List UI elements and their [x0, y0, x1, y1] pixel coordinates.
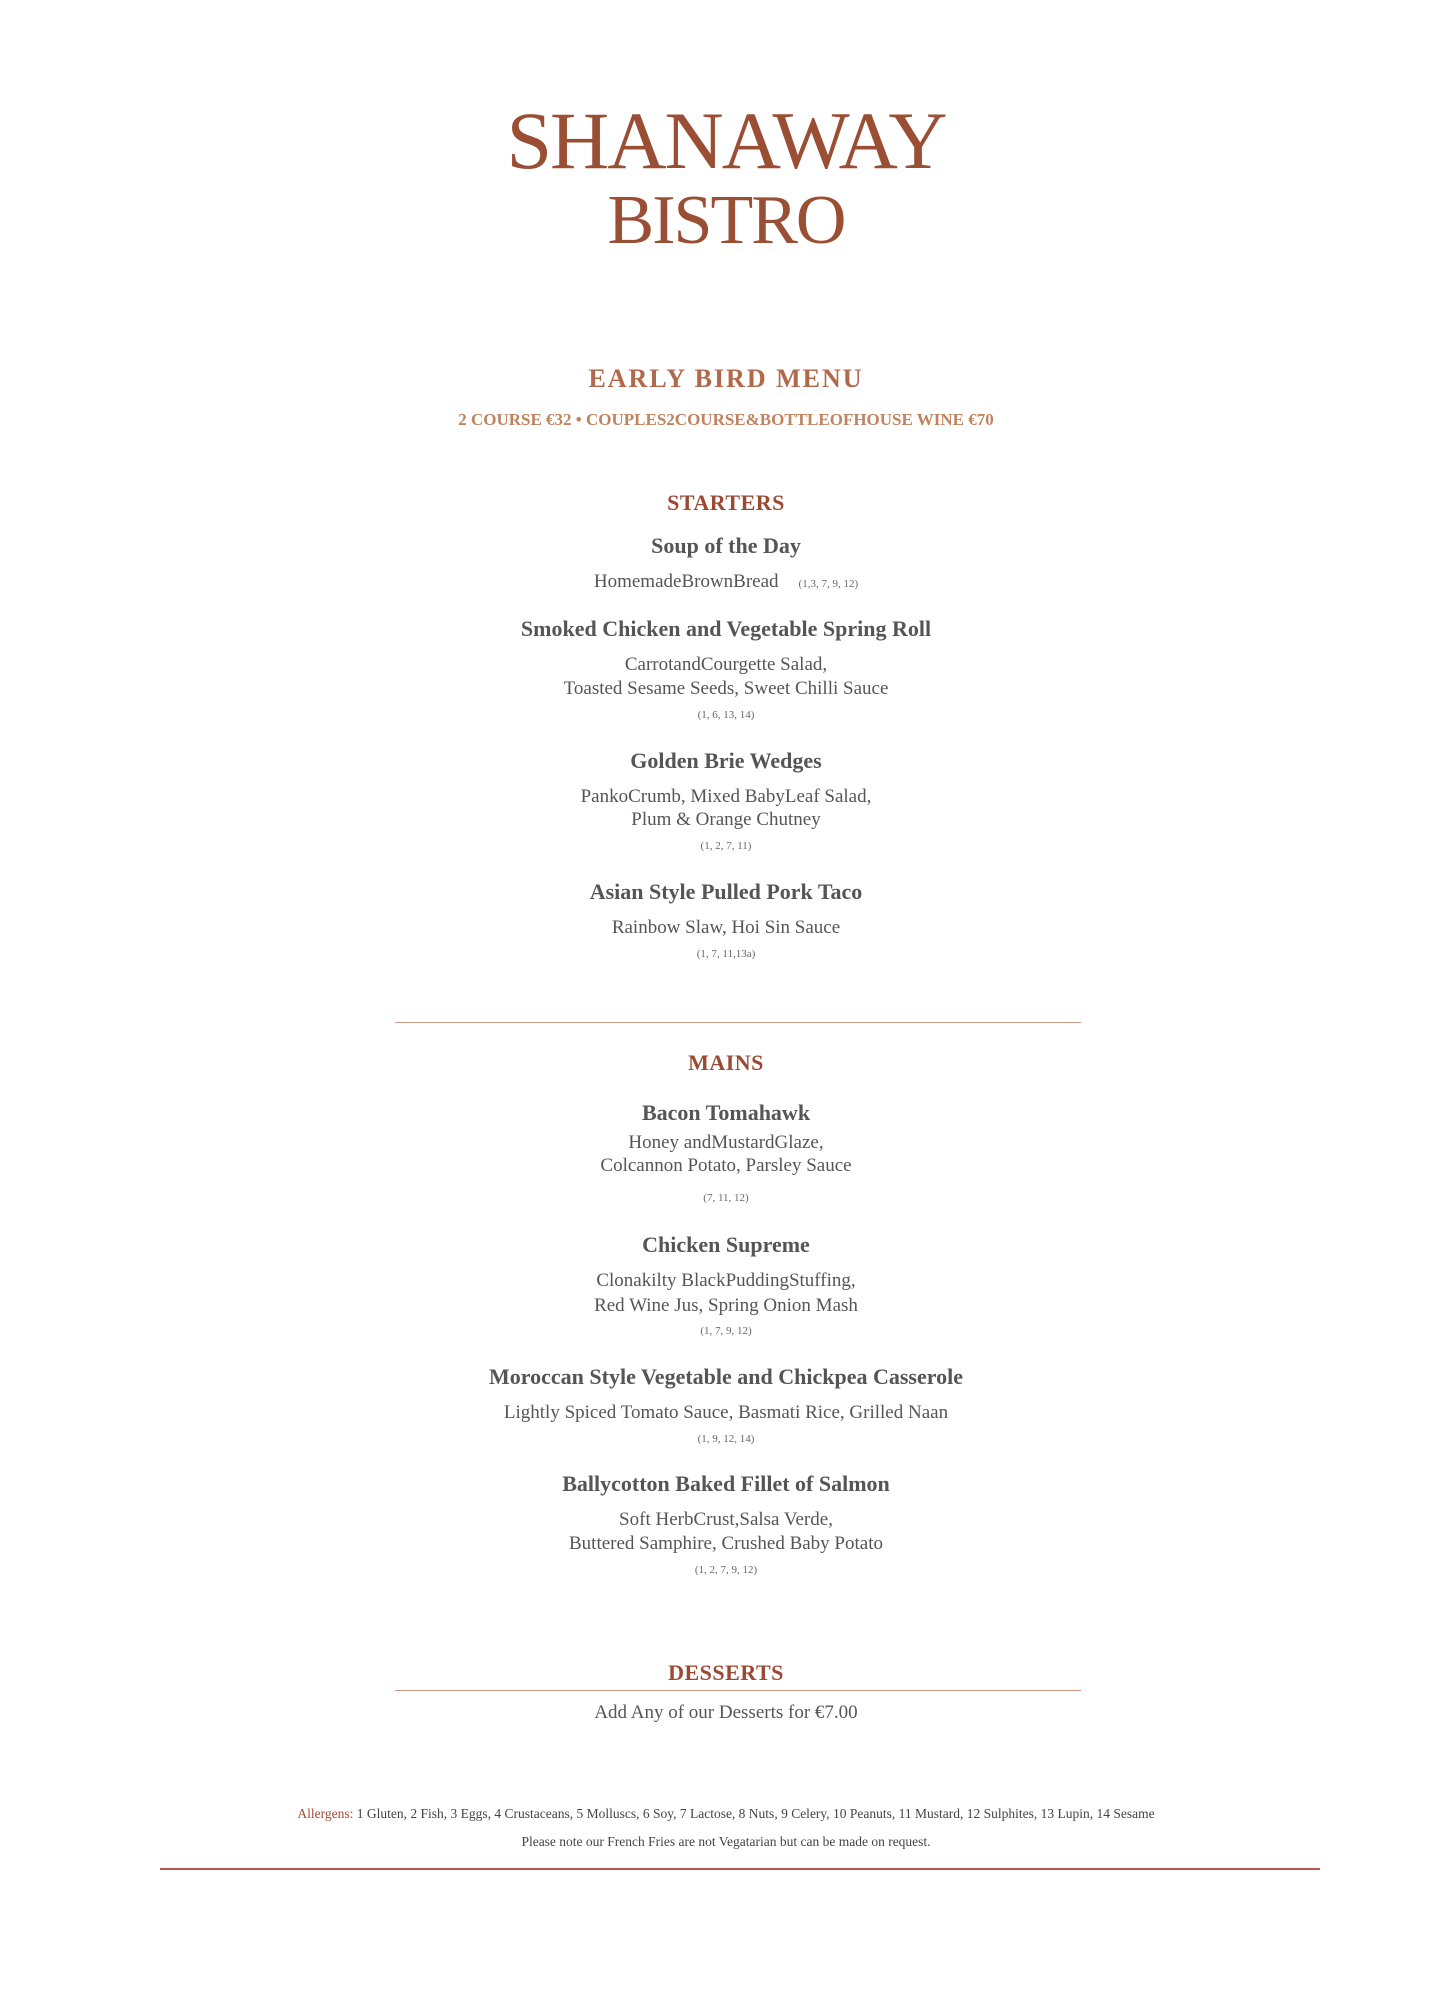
allergen-codes: (1, 7, 9, 12)	[700, 1325, 752, 1337]
dish-description-line: PankoCrumb, Mixed BabyLeaf Salad,	[580, 786, 872, 807]
starters-heading: STARTERS	[667, 490, 785, 515]
section-divider	[395, 1690, 1081, 1691]
logo-line-2: BISTRO	[607, 182, 845, 259]
dish-name: Golden Brie Wedges	[630, 748, 822, 773]
footer-divider	[160, 1868, 1320, 1870]
dish-description-line: Toasted Sesame Seeds, Sweet Chilli Sauce	[563, 678, 889, 699]
allergens-list: 1 Gluten, 2 Fish, 3 Eggs, 4 Crustaceans, 5 Molluscs, 6 Soy, 7 Lactose, 8 Nuts, 9 Celery, 10 Peanuts, 11 Mustard, 12 Sulphites, 13 Lupin, 14 Sesame	[356, 1806, 1155, 1821]
dish-description-line: Plum & Orange Chutney	[631, 809, 821, 830]
mains-heading: MAINS	[688, 1050, 764, 1075]
restaurant-logo	[0, 95, 1452, 259]
dish-name: Smoked Chicken and Vegetable Spring Roll	[520, 616, 932, 641]
dish-description-line: Lightly Spiced Tomato Sauce, Basmati Rice, Grilled Naan	[503, 1402, 949, 1423]
allergen-codes: (1, 6, 13, 14)	[697, 709, 755, 721]
logo-line-1: SHANAWAY	[506, 95, 946, 186]
dish-name: Bacon Tomahawk	[641, 1100, 811, 1125]
dish-description-line: Honey andMustardGlaze,	[628, 1132, 824, 1153]
allergens-legend	[0, 1806, 1452, 1822]
dish-name: Chicken Supreme	[642, 1232, 810, 1257]
desserts-heading: DESSERTS	[668, 1660, 784, 1685]
allergen-codes: (7, 11, 12)	[703, 1192, 749, 1204]
dish-name: Moroccan Style Vegetable and Chickpea Casserole	[489, 1364, 963, 1389]
dish-name: Asian Style Pulled Pork Taco	[589, 879, 863, 904]
dish-name: Ballycotton Baked Fillet of Salmon	[562, 1471, 890, 1496]
allergen-codes: (1, 9, 12, 14)	[697, 1433, 755, 1445]
menu-title: EARLY BIRD MENU	[588, 364, 864, 393]
section-divider	[395, 1022, 1081, 1023]
dish-description	[0, 570, 1452, 596]
fries-note: Please note our French Fries are not Vegatarian but can be made on request.	[521, 1834, 931, 1849]
allergen-codes: (1, 7, 11,13a)	[696, 948, 756, 960]
allergen-codes: (1,3, 7, 9, 12)	[798, 578, 859, 590]
allergens-label: Allergens:	[297, 1806, 354, 1821]
dish-description-line: Soft HerbCrust,Salsa Verde,	[619, 1509, 833, 1530]
desserts-description: Add Any of our Desserts for €7.00	[594, 1702, 858, 1723]
dish-description-line: Buttered Samphire, Crushed Baby Potato	[569, 1533, 883, 1554]
dish-description-line: Clonakilty BlackPuddingStuffing,	[596, 1270, 856, 1291]
allergen-codes: (1, 2, 7, 11)	[700, 840, 752, 852]
allergen-codes: (1, 2, 7, 9, 12)	[694, 1564, 758, 1576]
dish-description-line: Rainbow Slaw, Hoi Sin Sauce	[611, 917, 841, 938]
dish-description-line: Colcannon Potato, Parsley Sauce	[600, 1155, 852, 1176]
menu-subtitle: 2 COURSE €32 • COUPLES2COURSE&BOTTLEOFHOUSE WINE €70	[458, 410, 994, 429]
dish-description-line: CarrotandCourgette Salad,	[624, 654, 828, 675]
dish-description-line: HomemadeBrownBread	[593, 571, 779, 592]
dish-description-line: Red Wine Jus, Spring Onion Mash	[594, 1295, 858, 1316]
dish-name: Soup of the Day	[651, 533, 801, 558]
